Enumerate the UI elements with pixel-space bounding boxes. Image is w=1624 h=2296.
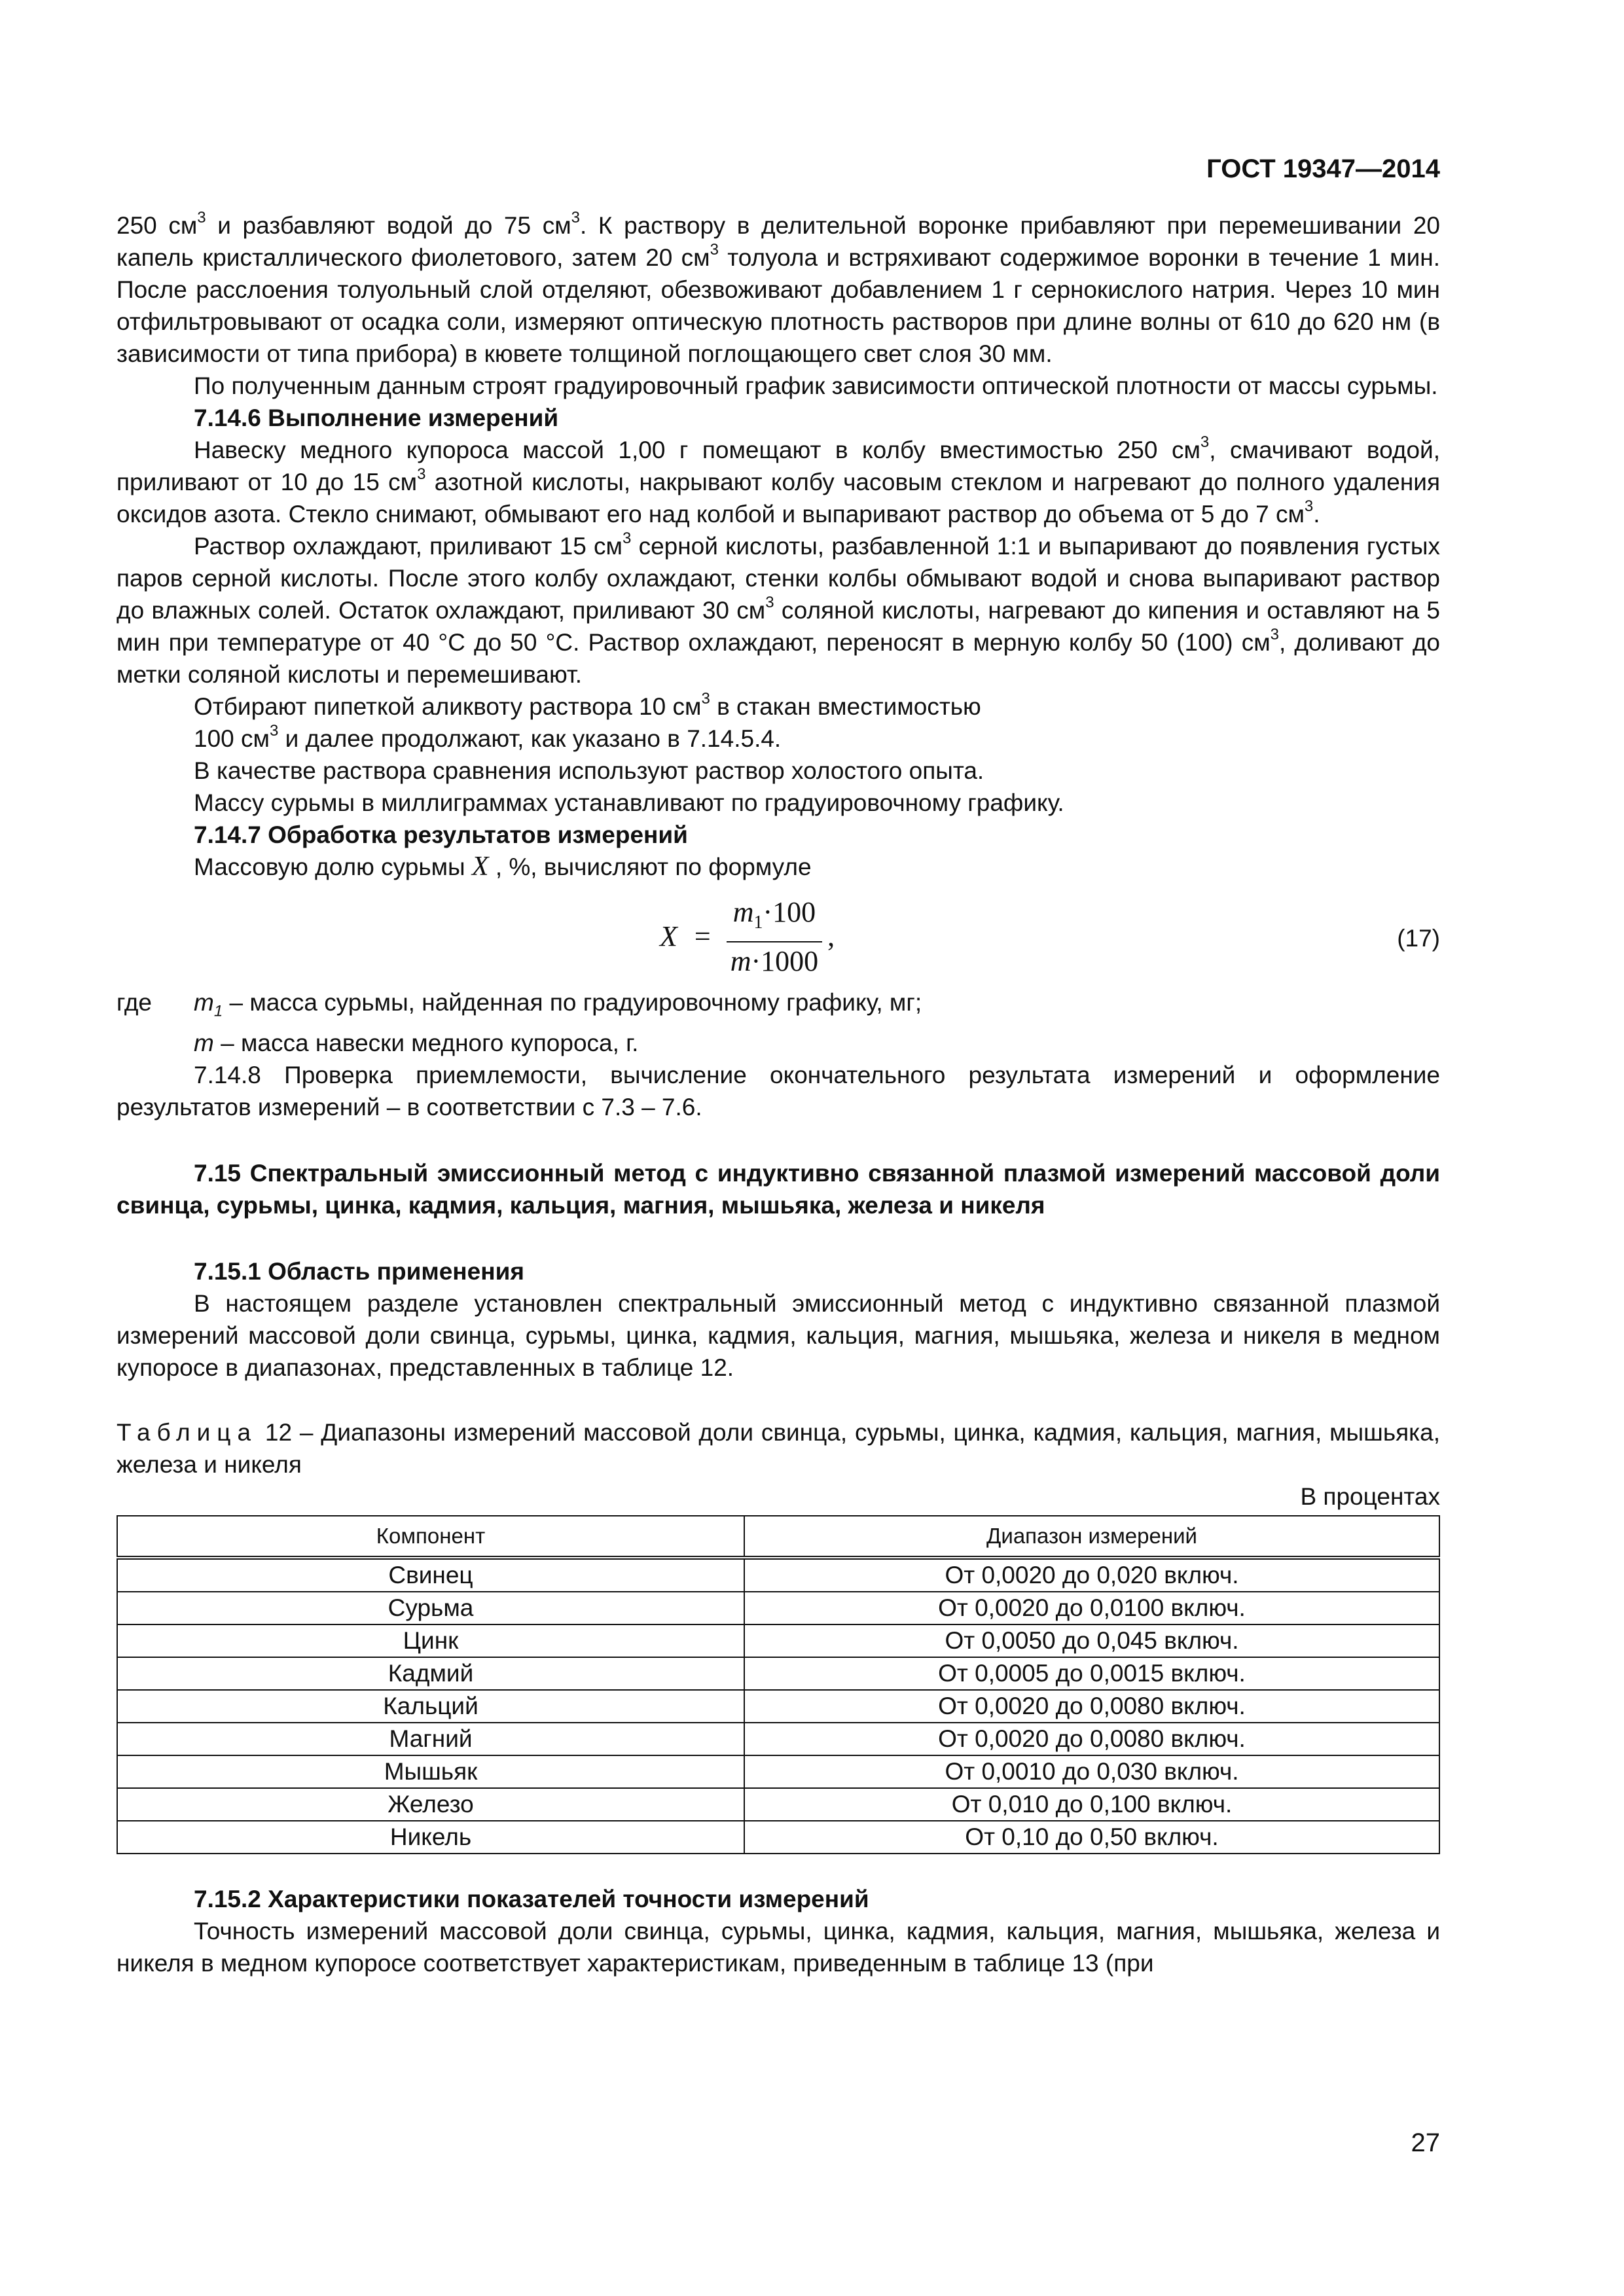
paragraph-calibration-solutions: 250 $см^3$ и разбавляют водой до 75 $см^3$. К раствору в делительной воронке прибавляют при перемешивании 20 капель кристаллического фиолетового, затем 20 $см^3$ толуола и встряхивают содержимое воронки в течение 1 мин. После расслоения толуольный слой отделяют, обезвоживают добавлением 1 г сернокислого натрия. Через 10 мин отфильтровывают от осадка соли, измеряют оптическую плотность растворов при длине волны от 610 до 620 нм (в зависимости от типа прибора) в кювете толщиной поглощающего свет слоя 30 мм.	[117, 209, 1440, 367]
table-12	[117, 1515, 1440, 1854]
heading-7-15-2: 7.15.2 Характеристики показателей точности измерений	[194, 1886, 869, 1913]
document-id-header: ГОСТ 19347—2014	[1206, 154, 1440, 183]
table-header-range: Диапазон измерений	[744, 1516, 1439, 1558]
paragraph-aliquot: Отбирают пипеткой аликвоту раствора 10 $см^3$ в стакан вместимостью	[194, 690, 981, 720]
page-content	[117, 209, 1440, 1979]
page-number: 27	[1411, 2128, 1440, 2157]
heading-7-14-7: 7.14.7 Обработка результатов измерений	[194, 821, 688, 848]
table-cell-range: От 0,0050 до 0,045 включ.	[744, 1624, 1439, 1657]
table-cell-component: Свинец	[117, 1558, 744, 1592]
table-row	[117, 1624, 1439, 1657]
legend-m1: $m_1$ – масса сурьмы, найденная по градуировочному графику, мг;	[194, 989, 922, 1020]
table-cell-range: От 0,0005 до 0,0015 включ.	[744, 1657, 1439, 1690]
formula-denominator: m·1000	[730, 944, 819, 977]
formula-number: (17)	[1397, 925, 1440, 952]
formula-numerator: $m_1\cdot 100$	[727, 896, 822, 942]
table-cell-component: Цинк	[117, 1624, 744, 1657]
table-row	[117, 1558, 1439, 1592]
table-row	[117, 1657, 1439, 1690]
paragraph-reference-solution: В качестве раствора сравнения используют раствор холостого опыта.	[194, 757, 984, 784]
formula-17	[117, 888, 1440, 986]
table-row	[117, 1690, 1439, 1723]
table-cell-component: Сурьма	[117, 1592, 744, 1624]
table-row	[117, 1821, 1439, 1854]
paragraph-7-14-8: 7.14.8 Проверка приемлемости, вычисление окончательного результата измерений и оформление результатов измерений – в соответствии с 7.3 – 7.6.	[117, 1062, 1440, 1121]
table-12-units: В процентах	[1300, 1483, 1440, 1511]
table-cell-range: От 0,010 до 0,100 включ.	[744, 1788, 1439, 1821]
table-cell-range: От 0,0020 до 0,0080 включ.	[744, 1723, 1439, 1755]
heading-7-14-6: 7.14.6 Выполнение измерений	[194, 404, 559, 431]
paragraph-antimony-mass: Массу сурьмы в миллиграммах устанавливают по градуировочному графику.	[194, 789, 1064, 816]
table-cell-component: Кадмий	[117, 1657, 744, 1690]
table-cell-component: Никель	[117, 1821, 744, 1854]
table-cell-component: Кальций	[117, 1690, 744, 1723]
paragraph-formula-intro: Массовую долю сурьмы X , %, вычисляют по формуле	[194, 852, 812, 882]
table-cell-range: От 0,0020 до 0,0100 включ.	[744, 1592, 1439, 1624]
table-cell-range: От 0,10 до 0,50 включ.	[744, 1821, 1439, 1854]
paragraph-scope: В настоящем разделе установлен спектральный эмиссионный метод с индуктивно связанной плазмой измерений массовой доли свинца, сурьмы, цинка, кадмия, кальция, магния, мышьяка, железа и никеля в медном купоросе в диапазонах, представленных в таблице 12.	[117, 1290, 1440, 1382]
formula-fraction	[724, 896, 825, 977]
table-cell-range: От 0,0010 до 0,030 включ.	[744, 1755, 1439, 1788]
legend-label: где	[117, 989, 153, 1016]
paragraph-solution-cooling: Раствор охлаждают, приливают 15 $см^3$ серной кислоты, разбавленной 1:1 и выпаривают до появления густых паров серной кислоты. После этого колбу охлаждают, стенки колбы обмывают водой и снова выпаривают раствор до влажных солей. Остаток охлаждают, приливают 30 $см^3$ соляной кислоты, нагревают до кипения и оставляют на 5 мин при температуре от 40 °С до 50 °С. Раствор охлаждают, переносят в мерную колбу 50 (100) $см^3$, доливают до метки соляной кислоты и перемешивают.	[117, 529, 1440, 688]
table-header-component: Компонент	[117, 1516, 744, 1558]
table-row	[117, 1755, 1439, 1788]
formula-legend	[117, 986, 1440, 1059]
paragraph-continue: 100 $см^3$ и далее продолжают, как указано в 7.14.5.4.	[194, 722, 782, 752]
heading-7-15: 7.15 Спектральный эмиссионный метод с индуктивно связанной плазмой измерений массовой доли свинца, сурьмы, цинка, кадмия, кальция, магния, мышьяка, железа и никеля	[117, 1160, 1440, 1219]
table-cell-range: От 0,0020 до 0,0080 включ.	[744, 1690, 1439, 1723]
legend-m: m – масса навески медного купороса, г.	[194, 1030, 639, 1057]
table-cell-component: Магний	[117, 1723, 744, 1755]
formula-expression: X = $\frac{m_1\cdot 100}{m\cdot 1000}$ ,	[660, 896, 835, 977]
table-row	[117, 1592, 1439, 1624]
table-cell-component: Железо	[117, 1788, 744, 1821]
table-row	[117, 1788, 1439, 1821]
table-12-caption: Таблица 12 – Диапазоны измерений массовой доли свинца, сурьмы, цинка, кадмия, кальция, магния, мышьяка, железа и никеля	[117, 1419, 1440, 1479]
paragraph-sample-weighing: Навеску медного купороса массой 1,00 г помещают в колбу вместимостью 250 $см^3$, смачивают водой, приливают от 10 до 15 $см^3$ азотной кислоты, накрывают колбу часовым стеклом и нагревают до полного удаления оксидов азота. Стекло снимают, обмывают его над колбой и выпаривают раствор до объема от 5 до 7 $см^3$.	[117, 433, 1441, 528]
table-cell-range: От 0,0020 до 0,020 включ.	[744, 1558, 1439, 1592]
table-row	[117, 1723, 1439, 1755]
table-cell-component: Мышьяк	[117, 1755, 744, 1788]
heading-7-15-1: 7.15.1 Область применения	[194, 1258, 524, 1285]
paragraph-accuracy: Точность измерений массовой доли свинца, сурьмы, цинка, кадмия, кальция, магния, мышьяка, железа и никеля в медном купоросе соответствует характеристикам, приведенным в таблице 13 (при	[117, 1918, 1440, 1977]
paragraph-calibration-graph: По полученным данным строят градуировочный график зависимости оптической плотности от массы сурьмы.	[194, 372, 1438, 399]
